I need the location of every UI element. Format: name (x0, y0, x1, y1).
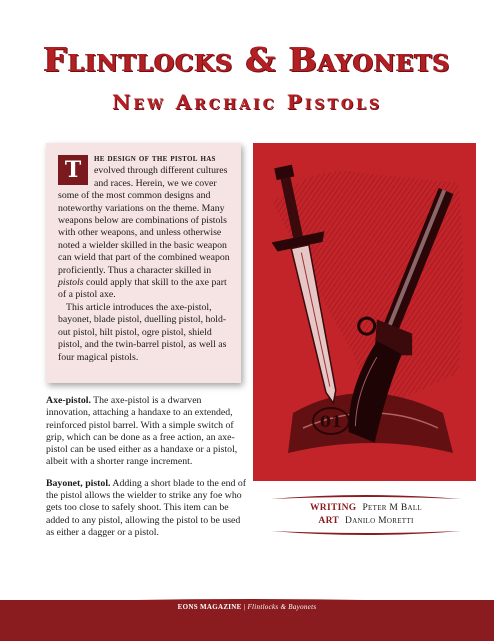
entry-name: Axe-pistol. (46, 395, 91, 406)
intro-paragraph-2: This article introduces the axe-pistol, bayonet, blade pistol, duelling pistol, hold-out pistol, hilt pistol, ogre pistol, shield pistol, and the twin-barrel pistol, as well as four magical pistols. (58, 301, 227, 363)
credits-ornament (271, 493, 461, 535)
footer-separator: | (241, 603, 248, 611)
page-title: Flintlocks & Bayonets (43, 40, 451, 79)
credit-name: Danilo Moretti (345, 516, 414, 526)
intro-italic: pistols (58, 277, 84, 289)
page-subtitle: New Archaic Pistols (112, 90, 382, 114)
credit-role: ART (318, 516, 340, 526)
entry-text: Adding a short blade to the end of the pistol allows the wielder to strike any foe who gets too close to safely shoot. This item can be added to any pistol, allowing the pistol to be used as either a dagger or a pistol. (46, 477, 247, 538)
illustration-dagger-pistol (253, 143, 476, 481)
credit-name: Peter M Ball (362, 503, 422, 513)
drop-cap: T (58, 155, 88, 185)
entry-pistol-bayonet (46, 478, 246, 539)
credit-writing (271, 503, 461, 513)
illustration-engraving: 01 (319, 412, 343, 431)
footer-caption (0, 603, 494, 611)
entry-axe-pistol (46, 395, 246, 469)
intro-sidebar (46, 143, 241, 383)
credit-role: WRITING (310, 503, 357, 513)
body-column (46, 395, 246, 548)
intro-paragraph-1 (58, 153, 231, 302)
credits-block (271, 493, 461, 535)
entry-text: The axe-pistol is a dwarven innovation, attaching a handaxe to an extended, reinforced pistol barrel. With a simple switch of grip, which can be done as a free action, an axe-pistol can be used either as a handaxe or a pistol, albeit with a shorter range increment. (46, 395, 238, 468)
footer-article: Flintlocks & Bayonets (247, 603, 317, 611)
entry-name: Bayonet, pistol. (46, 477, 111, 489)
footer-magazine: EONS MAGAZINE (177, 603, 242, 611)
intro-text: evolved through different cultures and races. Herein, we we cover some of the most common designs and noteworthy variations on the theme. Many weapons below are combinations of pistols with other weapons, and unless otherwise noted a wielder skilled in the basic weapon can wield that part of the combined weapon proficiently. Thus a character skilled in (58, 165, 230, 276)
intro-text-end: could apply that skill to the axe part of a pistol axe. (58, 277, 227, 301)
intro-lead: he design of the pistol has (94, 153, 216, 164)
credit-art (271, 516, 461, 526)
